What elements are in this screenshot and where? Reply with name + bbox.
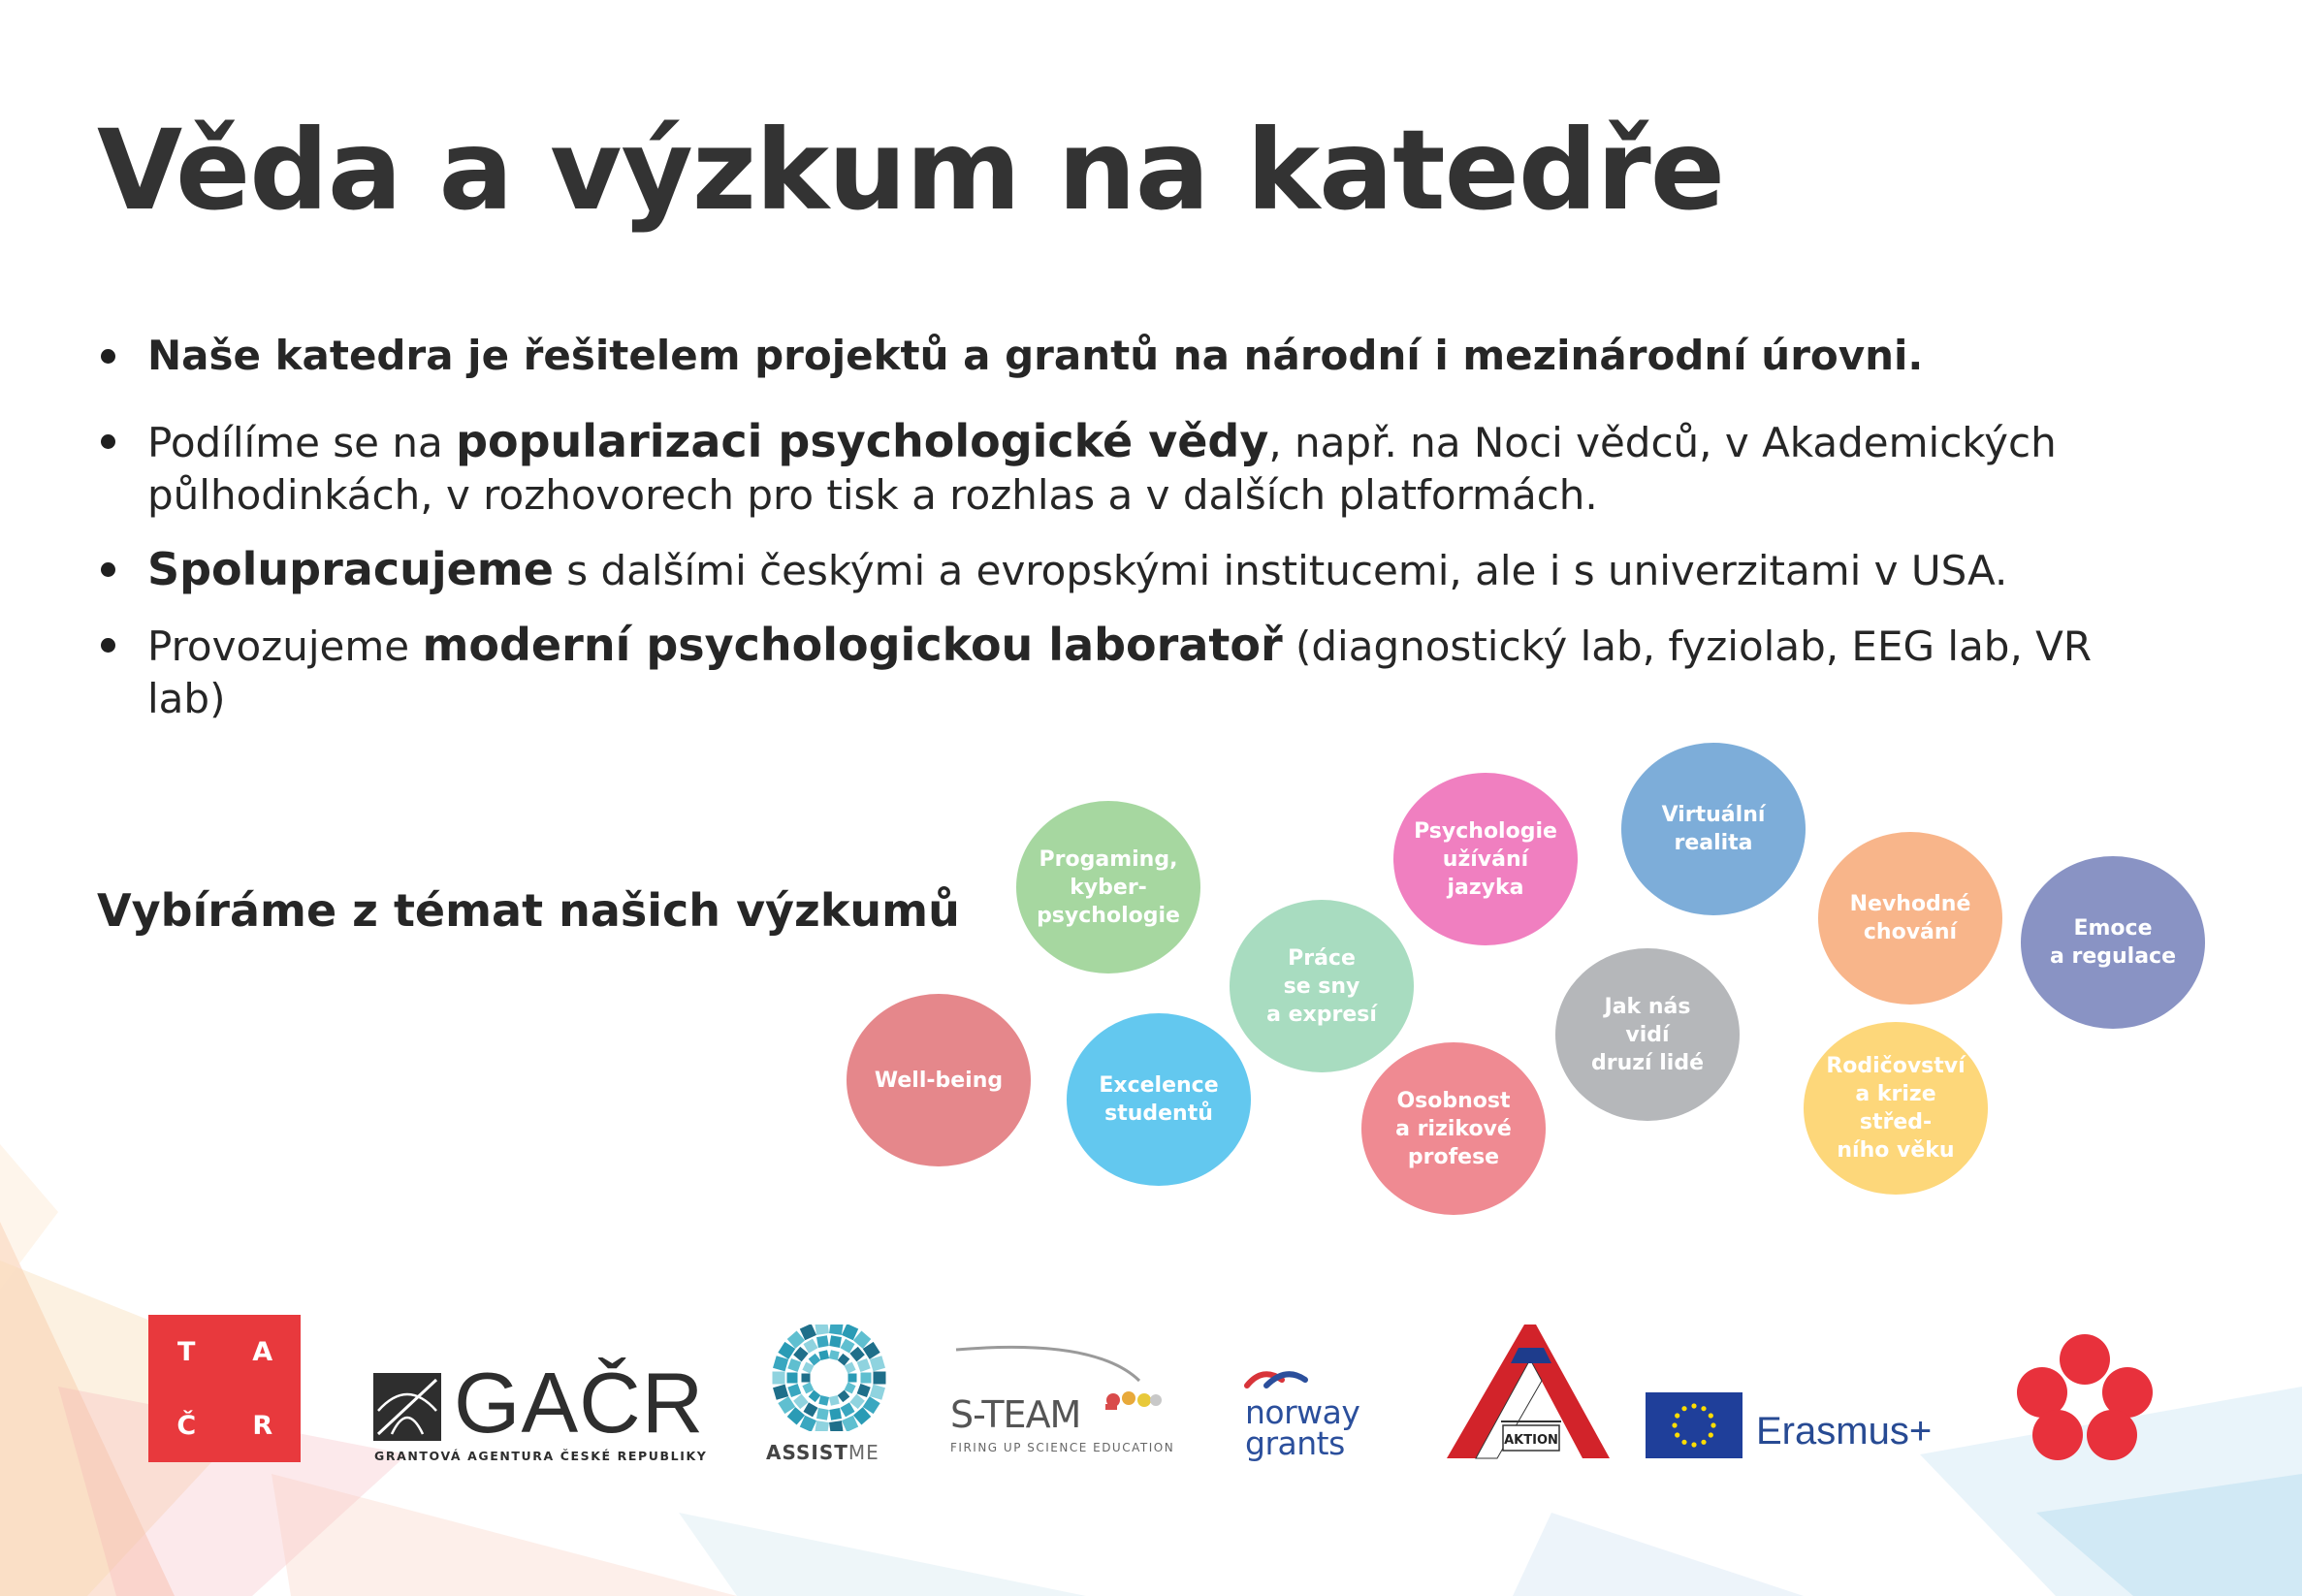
tacr-letter: R <box>252 1410 273 1441</box>
bullet-text-bold: popularizaci psychologické vědy <box>456 415 1269 467</box>
topic-label: Práce se sny a expresí <box>1266 945 1377 1027</box>
topic-bubble <box>1361 1042 1546 1215</box>
steam-logo <box>950 1342 1183 1468</box>
steam-name: S-TEAM <box>950 1393 1081 1436</box>
bullet-text: Naše katedra je řešitelem projektů a grantů na národní i mezinárodní úrovni. <box>147 332 1924 379</box>
topic-label: Virtuální realita <box>1661 803 1766 855</box>
topic-bubble <box>1393 773 1578 945</box>
topic-label: Nevhodné chování <box>1849 892 1971 944</box>
bullet-text-part: Podílíme se na <box>147 419 457 466</box>
bullet-text-bold: Spolupracujeme <box>147 543 554 595</box>
topic-label: Progaming, kyber- psychologie <box>1037 846 1180 928</box>
topic-bubble <box>1067 1013 1251 1186</box>
aktion-logo <box>1443 1321 1614 1460</box>
gacr-emblem-icon <box>372 1372 442 1442</box>
topic-bubble <box>1016 801 1200 974</box>
red-flower-icon <box>2017 1330 2153 1462</box>
gacr-subtitle: GRANTOVÁ AGENTURA ČESKÉ REPUBLIKY <box>374 1449 708 1463</box>
topic-label: Jak nás vidí druzí lidé <box>1590 994 1704 1075</box>
aktion-label: AKTION <box>1504 1433 1558 1448</box>
tacr-logo <box>148 1315 301 1462</box>
topic-label: Excelence studentů <box>1099 1073 1219 1126</box>
topic-bubble <box>1621 743 1806 915</box>
assistme-ring-icon <box>771 1325 887 1431</box>
assistme-name: ASSISTME <box>766 1441 879 1464</box>
erasmus-logo <box>1646 1389 1933 1466</box>
red-flower-logo <box>2017 1330 2153 1462</box>
topic-bubble <box>1555 948 1740 1121</box>
norway-wave-icon <box>1243 1364 1311 1393</box>
gacr-name: GAČR <box>454 1355 705 1451</box>
topic-bubble <box>1818 832 2002 1005</box>
bullet-text-part: , např. na Noci vědců, v Akademických půlhodinkách, v rozhovorech pro tisk a rozhlas a v dalších platformách. <box>147 419 2057 519</box>
bullet-text-part: s dalšími českými a evropskými institucemi, ale i s univerzitami v USA. <box>553 547 2008 594</box>
tacr-letter: A <box>252 1336 273 1367</box>
norway-grants-name: norway grants <box>1245 1393 1360 1462</box>
norway-grants-logo <box>1243 1372 1389 1469</box>
bullet-text-part: Provozujeme <box>147 622 423 670</box>
page-title: Věda a výzkum na katedře <box>97 106 1725 235</box>
aktion-emblem-icon <box>1443 1321 1614 1460</box>
assistme-logo <box>766 1325 892 1470</box>
eu-flag-icon <box>1646 1392 1742 1458</box>
bullet-text-part: (diagnostický lab, fyziolab, EEG lab, VR lab) <box>147 622 2093 722</box>
topic-label: Emoce a regulace <box>2049 916 2177 969</box>
topics-heading: Vybíráme z témat našich výzkumů <box>97 884 960 937</box>
erasmus-name: Erasmus+ <box>1756 1410 1933 1452</box>
bullet-text-bold: moderní psychologickou laboratoř <box>422 619 1283 671</box>
topic-label: Psychologie užívání jazyka <box>1414 818 1557 900</box>
topic-bubble <box>1230 900 1414 1072</box>
topic-label: Rodičovství a krize střed- ního věku <box>1826 1054 1966 1163</box>
topic-label: Well-being <box>874 1068 1004 1093</box>
steam-subtitle: FIRING UP SCIENCE EDUCATION <box>950 1441 1175 1454</box>
topic-bubble <box>2021 856 2205 1029</box>
topic-label: Osobnost a rizikové profese <box>1395 1088 1512 1169</box>
topic-bubble <box>847 994 1031 1166</box>
tacr-letter: Č <box>176 1410 197 1441</box>
gacr-logo <box>372 1355 708 1466</box>
topic-bubble <box>1804 1022 1988 1195</box>
tacr-letter: T <box>177 1336 196 1367</box>
